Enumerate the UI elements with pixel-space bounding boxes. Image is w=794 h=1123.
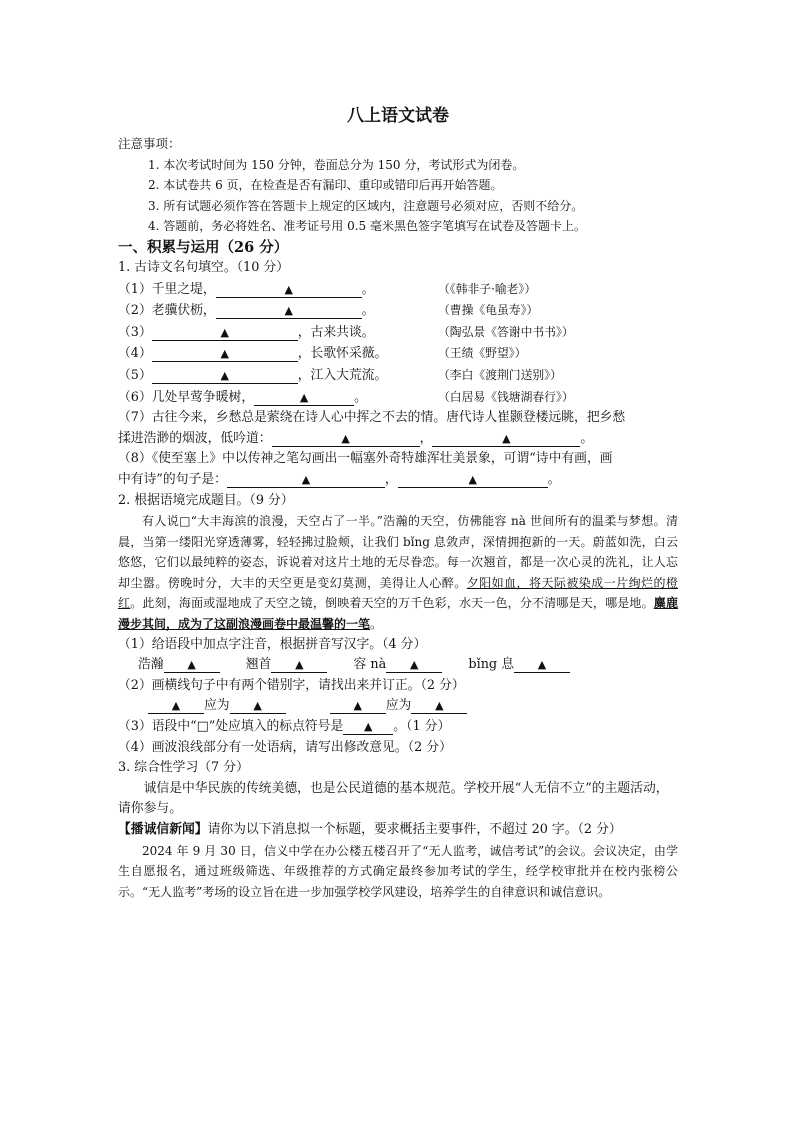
page-title: 八上语文试卷: [347, 106, 449, 126]
blank-mark-icon: ▲: [171, 699, 181, 713]
blank-mark-icon: ▲: [295, 658, 304, 672]
row-prefix: （4）: [118, 346, 152, 362]
fill-row: [118, 322, 678, 344]
source-label: （李白《渡荆门送别》）: [438, 367, 562, 382]
comma-text: ，: [419, 430, 433, 446]
blank-mark-icon: ▲: [435, 699, 444, 713]
answer-blank[interactable]: [152, 368, 298, 384]
row-prefix: （1）千里之堤，: [118, 281, 216, 297]
blank-mark-icon: ▲: [220, 368, 229, 382]
answer-blank[interactable]: [148, 698, 204, 714]
blank-mark-icon: ▲: [537, 658, 547, 672]
blank-mark-icon: ▲: [253, 699, 262, 713]
exam-page: [118, 104, 678, 902]
blank-mark-icon: ▲: [502, 431, 511, 445]
notice-item: 1. 本次考试时间为 150 分钟，卷面总分为 150 分，考试形式为闭卷。: [148, 157, 525, 172]
blank-mark-icon: ▲: [364, 720, 373, 734]
task-text: 请你为以下消息拟一个标题，要求概括主要事件，不超过 20 字。（2 分）: [207, 822, 622, 837]
blank-mark-icon: ▲: [187, 658, 196, 672]
sub-question-text: 。（1 分）: [393, 719, 451, 735]
answer-blank[interactable]: [386, 657, 442, 673]
answer-blank[interactable]: [411, 698, 467, 714]
blank-mark-icon: ▲: [220, 325, 229, 339]
blank-mark-icon: ▲: [341, 431, 350, 445]
question-text: 揉进浩渺的烟波，低吟道：: [118, 430, 272, 446]
period-text: 。: [580, 430, 594, 446]
blank-mark-icon: ▲: [468, 472, 477, 486]
row-suffix: ，古来共谈。: [297, 324, 375, 340]
row-prefix: （3）: [118, 324, 152, 340]
answer-blank[interactable]: [514, 657, 570, 673]
should-be-label: 应为: [385, 698, 412, 714]
task-line: [118, 820, 678, 841]
activity-intro: 诚信是中华民族的传统美德，也是公民道德的基本规范。学校开展“人无信不立”的主题活动，请你参与。: [118, 780, 669, 817]
question-text: （8）《使至塞上》中以传神之笔勾画出一幅塞外奇特雄浑壮美景象，可谓“诗中有画，画: [118, 451, 613, 467]
source-label: （《韩非子·喻老》）: [438, 281, 537, 296]
row-suffix: ，江入大荒流。: [297, 367, 388, 383]
answer-blank[interactable]: [216, 282, 362, 298]
question-heading: 3. 综合性学习（7 分）: [118, 760, 249, 776]
question-text: （7）古往今来，乡愁总是萦绕在诗人心中挥之不去的情。唐代诗人崔颢登楼远眺，把乡愁: [118, 410, 626, 426]
question-heading: 2. 根据语境完成题目。（9 分）: [118, 492, 294, 508]
blank-mark-icon: ▲: [410, 658, 419, 672]
task-tag: 【播诚信新闻】: [118, 822, 208, 837]
sub-question: （4）画波浪线部分有一处语病，请写出修改意见。（2 分）: [118, 739, 452, 755]
underlined-sentence: 夕阳如血，将天际被染成一片绚烂的橙红: [118, 575, 678, 611]
fill-row: [118, 300, 678, 322]
question-text: 中有诗”的句子是：: [118, 471, 227, 487]
answer-blank[interactable]: [152, 346, 298, 362]
source-label: （陶弘景《答谢中书书》）: [438, 324, 574, 339]
source-label: （王绩《野望》）: [438, 346, 527, 361]
blank-mark-icon: ▲: [284, 304, 293, 318]
blank-mark-icon: ▲: [299, 390, 309, 404]
blank-mark-icon: ▲: [301, 472, 311, 486]
answer-blank[interactable]: [343, 719, 393, 735]
wavy-sentence: 麋鹿漫步其间，成为了这副浪漫画卷中最温馨的一笔: [118, 596, 678, 632]
question-heading: 1. 古诗文名句填空。（10 分）: [118, 259, 289, 275]
row-suffix: ，长歌怀采薇。: [297, 346, 388, 362]
answer-blank[interactable]: [398, 472, 548, 488]
answer-blank[interactable]: [152, 325, 298, 341]
correction-line: [118, 696, 678, 717]
row-suffix: 。: [354, 389, 367, 405]
period-text: 。: [547, 471, 561, 487]
pinyin-label: 浩瀚: [138, 657, 164, 673]
sub-question: （1）给语段中加点字注音，根据拼音写汉字。（4 分）: [118, 636, 427, 652]
answer-blank[interactable]: [254, 390, 354, 406]
notice-item: 4. 答题前，务必将姓名、准考证号用 0.5 毫米黑色签字笔填写在试卷及答题卡上。: [148, 219, 586, 234]
should-be-label: 应为: [204, 698, 230, 714]
row-prefix: （5）: [118, 367, 152, 383]
fill-row: [118, 279, 678, 301]
answer-blank[interactable]: [272, 431, 420, 447]
notice-item: 2. 本试卷共 6 页，在检查是否有漏印、重印或错印后再开始答题。: [148, 178, 503, 193]
answer-blank[interactable]: [164, 657, 220, 673]
blank-mark-icon: ▲: [220, 347, 229, 361]
answer-blank[interactable]: [432, 431, 580, 447]
fill-row: [118, 343, 678, 365]
pinyin-label: bǐng 息: [468, 657, 514, 673]
pinyin-line: [118, 655, 678, 676]
source-label: （曹操《龟虽寿》）: [438, 303, 539, 318]
passage-text: 有人说□“大丰海滨的浪漫，天空占了一半。”浩瀚的天空，仿佛能容 nà 世间所有的温柔与梦想。清晨，当第一缕阳光穿透薄雾，轻轻拂过脸颊，让我们 bǐng 息敛声，深情拥抱新的一天。蔚蓝如洗，白云悠悠，它们以最纯粹的姿态，诉说着对这片土地的无尽眷恋。每一次翘首，都是一次心灵的洗礼，让人忘却尘嚣。傍晚时分，大丰的天空更是变幻莫测，美得让人心醉。: [118, 514, 678, 590]
sub-question: （2）画横线句子中有两个错别字，请找出来并订正。（2 分）: [118, 677, 465, 693]
fill-row: [118, 387, 678, 409]
passage-text: 。此刻，海面或湿地成了天空之镜，倒映着天空的万千色彩，水天一色，分不清哪是天，哪是地。: [130, 596, 654, 611]
question-line: [118, 470, 678, 491]
comma-text: ，: [384, 471, 398, 487]
row-suffix: 。: [361, 303, 375, 319]
row-suffix: 。: [361, 281, 375, 297]
pinyin-label: 容 nà: [353, 657, 387, 673]
pinyin-label: 翘首: [245, 657, 272, 673]
answer-blank[interactable]: [216, 303, 362, 319]
answer-blank[interactable]: [230, 698, 286, 714]
passage-text: 。: [370, 617, 383, 632]
fill-row: [118, 365, 678, 387]
reading-passage: [118, 511, 678, 635]
answer-blank[interactable]: [227, 472, 385, 488]
source-label: （白居易《钱塘湖春行》）: [438, 389, 574, 404]
question-line: [118, 429, 678, 450]
blank-mark-icon: ▲: [284, 282, 293, 296]
answer-blank[interactable]: [330, 698, 386, 714]
sub-question-text: （3）语段中“□”处应填入的标点符号是: [118, 719, 344, 735]
row-prefix: （6）几处早莺争暖树，: [118, 389, 255, 405]
section-heading: 一、积累与运用（26 分）: [118, 238, 289, 256]
sub-question: [118, 717, 678, 738]
news-body: 2024 年 9 月 30 日，信义中学在办公楼五楼召开了“无人监考，诚信考试”的会议。会议决定，由学生自愿报名，通过班级筛选、年级推荐的方式确定最终参加考试的学生，经学校审批并在校内张榜公示。“无人监考”考场的设立旨在进一步加强学校学风建设，培养学生的自律意识和诚信意识。: [118, 843, 678, 899]
row-prefix: （2）老骥伏枥，: [118, 303, 216, 319]
notice-item: 3. 所有试题必须作答在答题卡上规定的区域内，注意题号必须对应，否则不给分。: [148, 198, 584, 213]
blank-mark-icon: ▲: [353, 699, 362, 713]
answer-blank[interactable]: [271, 657, 327, 673]
notice-heading: 注意事项：: [118, 136, 181, 151]
